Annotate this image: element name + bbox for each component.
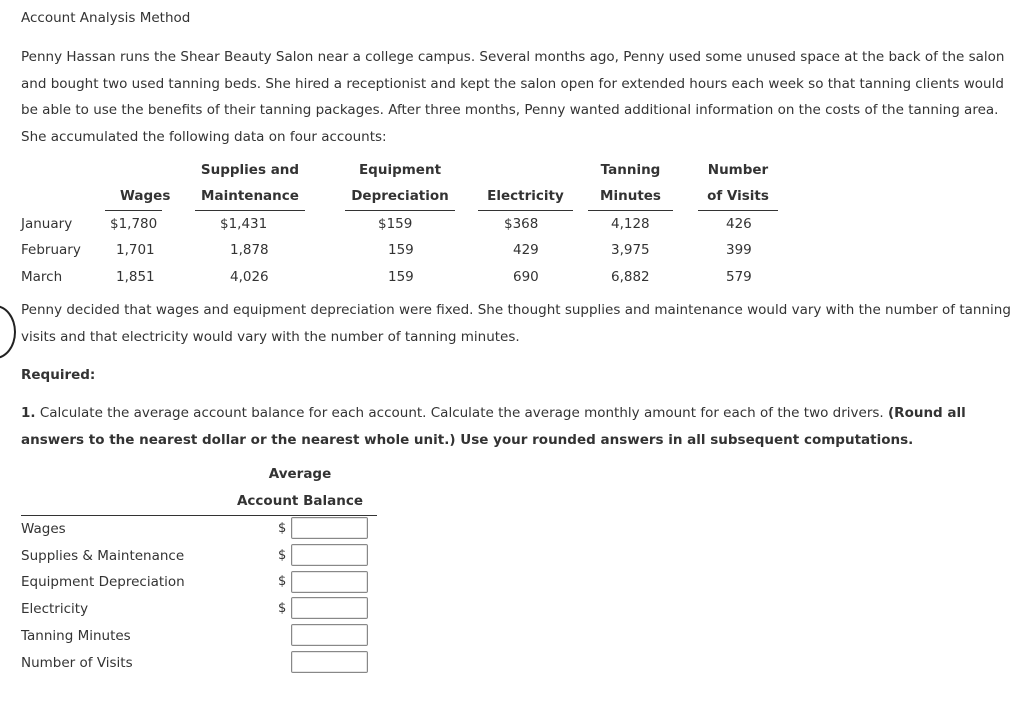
header-tanning-line1: Tanning	[600, 162, 661, 178]
header-rule	[345, 210, 455, 211]
header-visits-line1: Number	[707, 162, 769, 178]
header-rule	[478, 210, 573, 211]
header-equipment-line1: Equipment	[358, 162, 442, 178]
question-text: Calculate the average account balance for each account. Calculate the average monthly amount for each of the two drivers.	[35, 405, 888, 421]
answer-row-label: Equipment Depreciation	[21, 574, 185, 590]
header-visits-line2: of Visits	[707, 188, 769, 204]
required-label: Required:	[21, 367, 96, 383]
answer-header-line2: Account Balance	[236, 493, 363, 509]
tanning-value: 3,975	[611, 242, 650, 258]
dollar-sign: $	[278, 574, 287, 589]
wages-average-input[interactable]	[291, 517, 368, 539]
scroll-marker	[0, 305, 16, 359]
equipment-value: 159	[388, 242, 414, 258]
answer-row-label: Supplies & Maintenance	[21, 548, 185, 564]
answer-header-rule	[21, 515, 377, 516]
header-supplies-line1: Supplies and	[200, 162, 300, 178]
wages-value: $1,780	[110, 216, 158, 232]
equipment-value: $159	[378, 216, 413, 232]
question-bold-text: (Round all answers to the nearest dollar or the nearest whole unit.) Use your rounded answers in all subsequent computations.	[21, 405, 966, 448]
header-rule	[588, 210, 673, 211]
answer-header-line1: Average	[268, 466, 332, 482]
supplies-value: 4,026	[230, 269, 269, 285]
electricity-value: $368	[504, 216, 539, 232]
equipment-average-input[interactable]	[291, 571, 368, 593]
header-rule	[698, 210, 778, 211]
equipment-value: 159	[388, 269, 414, 285]
visits-value: 426	[726, 216, 752, 232]
dollar-sign: $	[278, 548, 287, 563]
header-rule	[195, 210, 305, 211]
electricity-value: 690	[513, 269, 539, 285]
header-equipment-line2: Depreciation	[351, 188, 449, 204]
page-title: Account Analysis Method	[21, 10, 191, 26]
header-electricity: Electricity	[487, 188, 564, 204]
intro-paragraph: Penny Hassan runs the Shear Beauty Salon near a college campus. Several months ago, Penny used some unused space at the back of the salon and bought two used tanning beds. She hired a receptionist and kept the salon open for extended hours each week so that tanning clients would be able to use the benefits of their tanning packages. After three months, Penny wanted additional information on the costs of the tanning area. She accumulated the following data on four accounts:	[21, 49, 1005, 145]
electricity-value: 429	[513, 242, 539, 258]
dollar-sign: $	[278, 601, 287, 616]
month-label: February	[21, 242, 81, 258]
visits-value: 399	[726, 242, 752, 258]
visits-value: 579	[726, 269, 752, 285]
supplies-value: 1,878	[230, 242, 269, 258]
supplies-value: $1,431	[220, 216, 268, 232]
answer-row-label: Wages	[21, 521, 66, 537]
header-rule	[105, 210, 162, 211]
visits-average-input[interactable]	[291, 651, 368, 673]
dollar-sign: $	[278, 521, 287, 536]
tanning-value: 6,882	[611, 269, 650, 285]
month-label: January	[21, 216, 73, 232]
header-tanning-line2: Minutes	[600, 188, 661, 204]
analysis-paragraph: Penny decided that wages and equipment depreciation were fixed. She thought supplies and maintenance would vary with the number of tanning visits and that electricity would vary with the number of tanning minutes.	[21, 302, 1011, 345]
header-wages: Wages	[120, 188, 171, 204]
month-label: March	[21, 269, 63, 285]
wages-value: 1,851	[116, 269, 155, 285]
tanning-value: 4,128	[611, 216, 650, 232]
supplies-average-input[interactable]	[291, 544, 368, 566]
answer-row-label: Number of Visits	[21, 655, 133, 671]
answer-row-label: Tanning Minutes	[21, 628, 131, 644]
answer-row-label: Electricity	[21, 601, 89, 617]
question-1	[21, 400, 1011, 453]
electricity-average-input[interactable]	[291, 597, 368, 619]
header-supplies-line2: Maintenance	[201, 188, 299, 204]
question-number: 1.	[21, 405, 36, 421]
tanning-minutes-average-input[interactable]	[291, 624, 368, 646]
wages-value: 1,701	[116, 242, 155, 258]
